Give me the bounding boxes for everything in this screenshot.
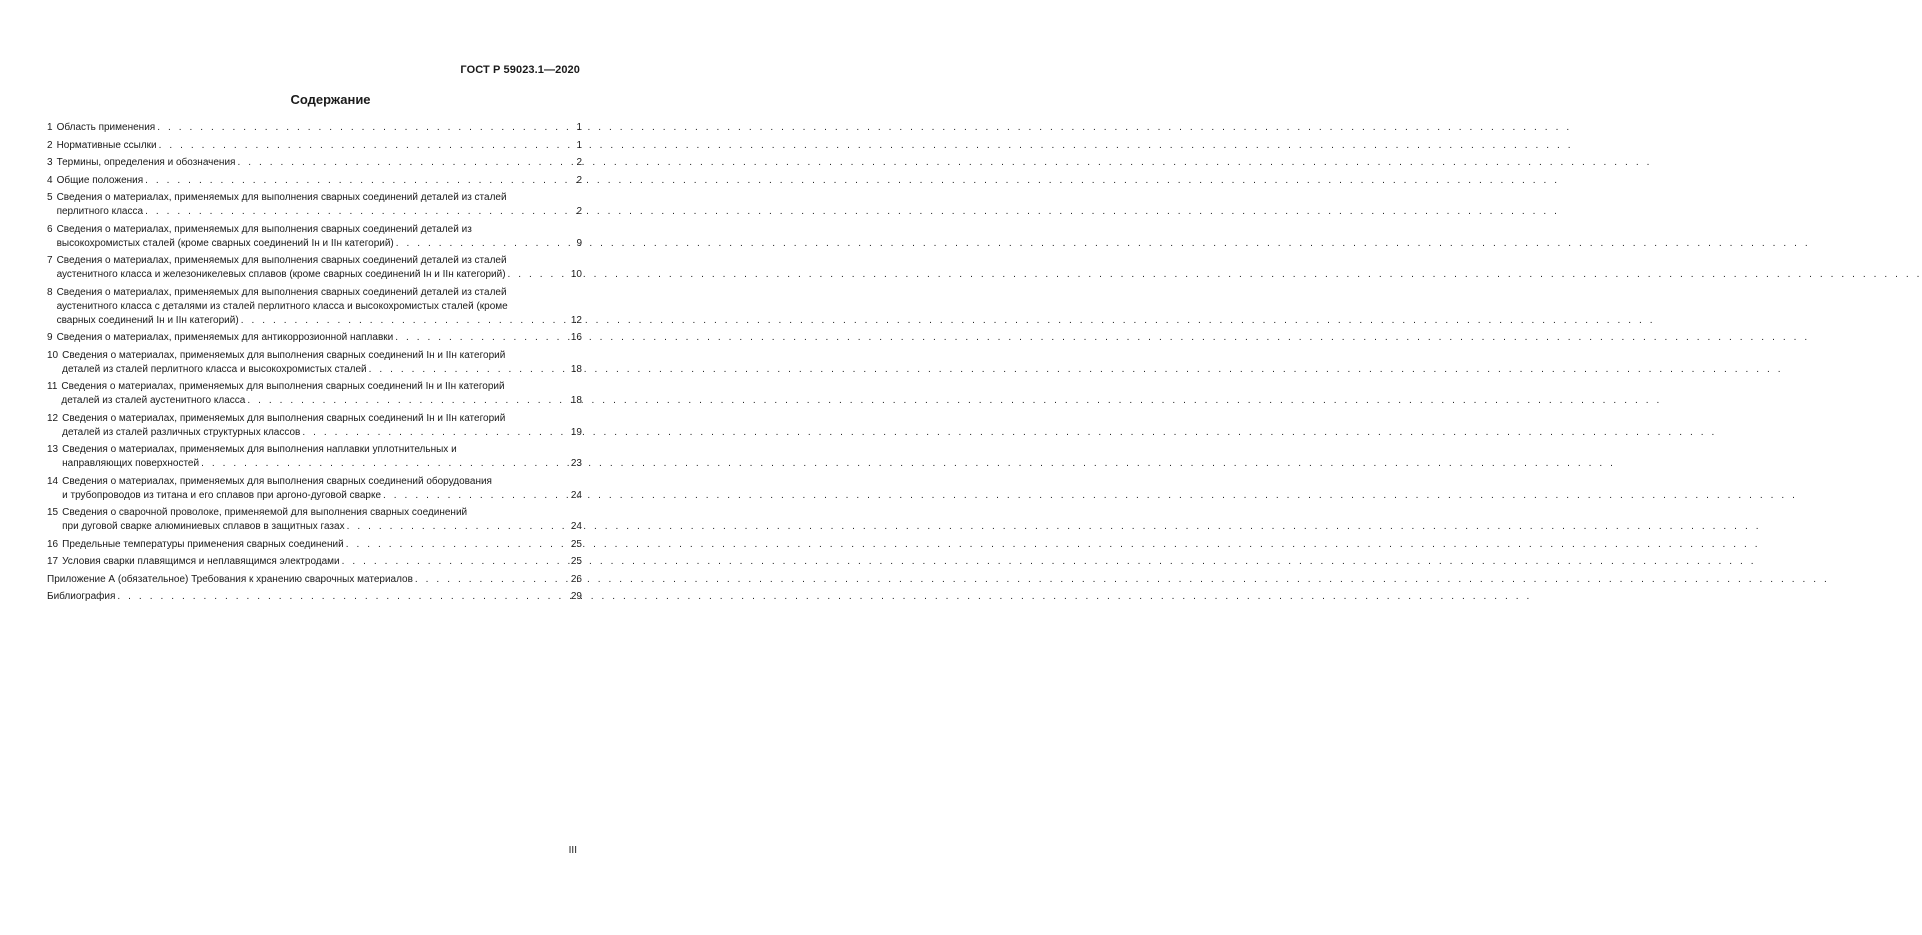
toc-entry-text-line: Сведения о материалах, применяемых для выполнения сварных соединений деталей из сталей	[56, 255, 507, 266]
toc-entry[interactable]	[47, 121, 582, 135]
toc-entry-title: деталей из сталей аустенитного класса	[61, 395, 246, 406]
toc-entry-number: 12	[47, 412, 59, 424]
toc-entry-number: 9	[47, 332, 53, 343]
toc-entry-title: Приложение А (обязательное) Требования к хранению сварочных материалов	[47, 573, 413, 585]
toc-entry[interactable]	[47, 475, 582, 503]
toc-entry[interactable]	[47, 223, 582, 251]
toc-entry-text-line: Сведения о материалах, применяемых для выполнения сварных соединений деталей из	[56, 223, 472, 235]
toc-entry-number: 7	[47, 255, 53, 266]
toc-entry-number: 6	[47, 223, 53, 235]
toc-entry[interactable]	[47, 156, 582, 170]
toc-entry[interactable]	[47, 380, 582, 408]
toc-entry[interactable]	[47, 443, 582, 471]
toc-entry-number: 2	[47, 139, 53, 151]
toc-entry-page: 24	[570, 521, 582, 532]
toc-entry[interactable]	[47, 139, 582, 153]
dot-leader	[159, 139, 575, 153]
toc-entry-text-line: Сведения о материалах, применяемых для выполнения сварных соединений Iн и IIн категорий	[62, 349, 506, 361]
toc-entry-title: высокохромистых сталей (кроме сварных соединений Iн и IIн категорий)	[56, 237, 394, 249]
toc-entry-title: сварных соединений Iн и IIн категорий)	[56, 314, 239, 326]
toc-entry-title: Нормативные ссылки	[56, 139, 157, 151]
toc-entry[interactable]	[47, 191, 582, 219]
toc-entry-title: Область применения	[56, 122, 156, 133]
toc-entry-number: 3	[47, 157, 53, 168]
toc-entry-number: 5	[47, 192, 53, 203]
toc-entry-title: Термины, определения и обозначения	[56, 157, 236, 168]
dot-leader	[383, 489, 569, 503]
toc-entry-text-line: Сведения о материалах, применяемых для выполнения сварных соединений Iн и IIн категорий	[61, 381, 505, 392]
toc-entry-page: 23	[570, 458, 582, 469]
toc-entry-page: 12	[570, 314, 582, 326]
page-title: Содержание	[290, 92, 371, 107]
toc-entry-page: 16	[570, 332, 582, 343]
dot-leader	[396, 237, 575, 251]
toc-entry-page: 26	[570, 573, 582, 585]
toc-entry-title: направляющих поверхностей	[62, 458, 200, 469]
toc-entry-title: аустенитного класса и железоникелевых сплавов (кроме сварных соединений Iн и IIн категорий)	[56, 269, 506, 280]
table-of-contents	[47, 121, 582, 608]
toc-entry-page: 9	[576, 237, 582, 249]
toc-entry-text-line: Сведения о материалах, применяемых для выполнения сварных соединений оборудования	[62, 475, 492, 487]
dot-leader	[237, 156, 574, 170]
toc-entry-page: 2	[576, 206, 582, 217]
toc-entry-page: 18	[570, 363, 582, 375]
toc-entry-text-line: Сведения о материалах, применяемых для выполнения сварных соединений деталей из сталей	[56, 192, 507, 203]
toc-entry-title: и трубопроводов из титана и его сплавов при аргоно-дуговой сварке	[62, 489, 382, 501]
toc-entry-number: 10	[47, 349, 59, 361]
toc-entry-page: 10	[570, 269, 582, 280]
toc-entry-number: 16	[47, 538, 59, 550]
standard-designation: ГОСТ Р 59023.1—2020	[460, 64, 580, 76]
toc-entry-page: 25	[570, 556, 582, 567]
toc-entry-title: деталей из сталей перлитного класса и высокохромистых сталей	[62, 363, 367, 375]
toc-entry-title: Сведения о материалах, применяемых для антикоррозионной наплавки	[56, 332, 394, 343]
toc-entry-number: 13	[47, 444, 59, 455]
dot-leader	[201, 457, 569, 471]
toc-entry-page: 25	[570, 538, 582, 550]
toc-entry[interactable]	[47, 254, 582, 282]
toc-entry[interactable]	[47, 174, 582, 188]
toc-entry-number: 1	[47, 122, 53, 133]
toc-entry-text-line: Сведения о материалах, применяемых для выполнения наплавки уплотнительных и	[62, 444, 457, 455]
toc-entry-number: 11	[47, 381, 58, 392]
toc-entry-number: 14	[47, 475, 59, 487]
dot-leader	[241, 314, 569, 328]
toc-entry-number: 15	[47, 507, 59, 518]
toc-entry-page: 2	[576, 174, 582, 186]
dot-leader	[395, 331, 569, 345]
dot-leader	[346, 538, 569, 552]
toc-entry[interactable]	[47, 506, 582, 534]
toc-entry-page: 24	[570, 489, 582, 501]
toc-entry[interactable]	[47, 412, 582, 440]
toc-entry-number: 4	[47, 174, 53, 186]
toc-entry-title: при дуговой сварке алюминиевых сплавов в защитных газах	[62, 521, 345, 532]
dot-leader	[117, 590, 568, 604]
toc-entry-text-line: аустенитного класса с деталями из сталей перлитного класса и высокохромистых сталей (кроме	[56, 300, 508, 312]
toc-entry-page: 2	[576, 157, 582, 168]
toc-entry[interactable]	[47, 538, 582, 552]
toc-entry-title: Предельные температуры применения сварных соединений	[62, 538, 344, 550]
toc-entry-title: деталей из сталей различных структурных классов	[62, 426, 301, 438]
toc-entry[interactable]	[47, 331, 582, 345]
toc-entry-title: Библиография	[47, 591, 116, 602]
toc-entry-page: 1	[576, 139, 582, 151]
toc-entry-title: Общие положения	[56, 174, 144, 186]
page-number: III	[568, 845, 577, 856]
toc-entry-title: перлитного класса	[56, 206, 144, 217]
dot-leader	[369, 363, 569, 377]
toc-entry-page: 18	[570, 395, 582, 406]
toc-entry-title: Условия сварки плавящимся и неплавящимся электродами	[62, 556, 340, 567]
toc-entry-text-line: Сведения о материалах, применяемых для выполнения сварных соединений Iн и IIн категорий	[62, 412, 506, 424]
toc-entry[interactable]	[47, 349, 582, 377]
toc-entry-number: 17	[47, 556, 59, 567]
dot-leader	[415, 573, 569, 587]
toc-entry-text-line: Сведения о материалах, применяемых для выполнения сварных соединений деталей из сталей	[56, 286, 507, 298]
dot-leader	[342, 555, 569, 569]
toc-entry-number: 8	[47, 286, 53, 298]
toc-entry[interactable]	[47, 555, 582, 569]
toc-entry-page: 19	[570, 426, 582, 438]
dot-leader	[145, 205, 574, 219]
toc-entry-page: 1	[576, 122, 582, 133]
toc-entry-text-line: Сведения о сварочной проволоке, применяемой для выполнения сварных соединений	[62, 507, 468, 518]
dot-leader	[347, 520, 569, 534]
dot-leader	[145, 174, 574, 188]
dot-leader	[157, 121, 574, 135]
toc-entry[interactable]	[47, 286, 582, 328]
toc-entry[interactable]	[47, 590, 582, 604]
dot-leader	[302, 426, 569, 440]
dot-leader	[247, 394, 569, 408]
toc-entry-page: 29	[570, 591, 582, 602]
toc-entry[interactable]	[47, 573, 582, 587]
dot-leader	[508, 268, 569, 282]
